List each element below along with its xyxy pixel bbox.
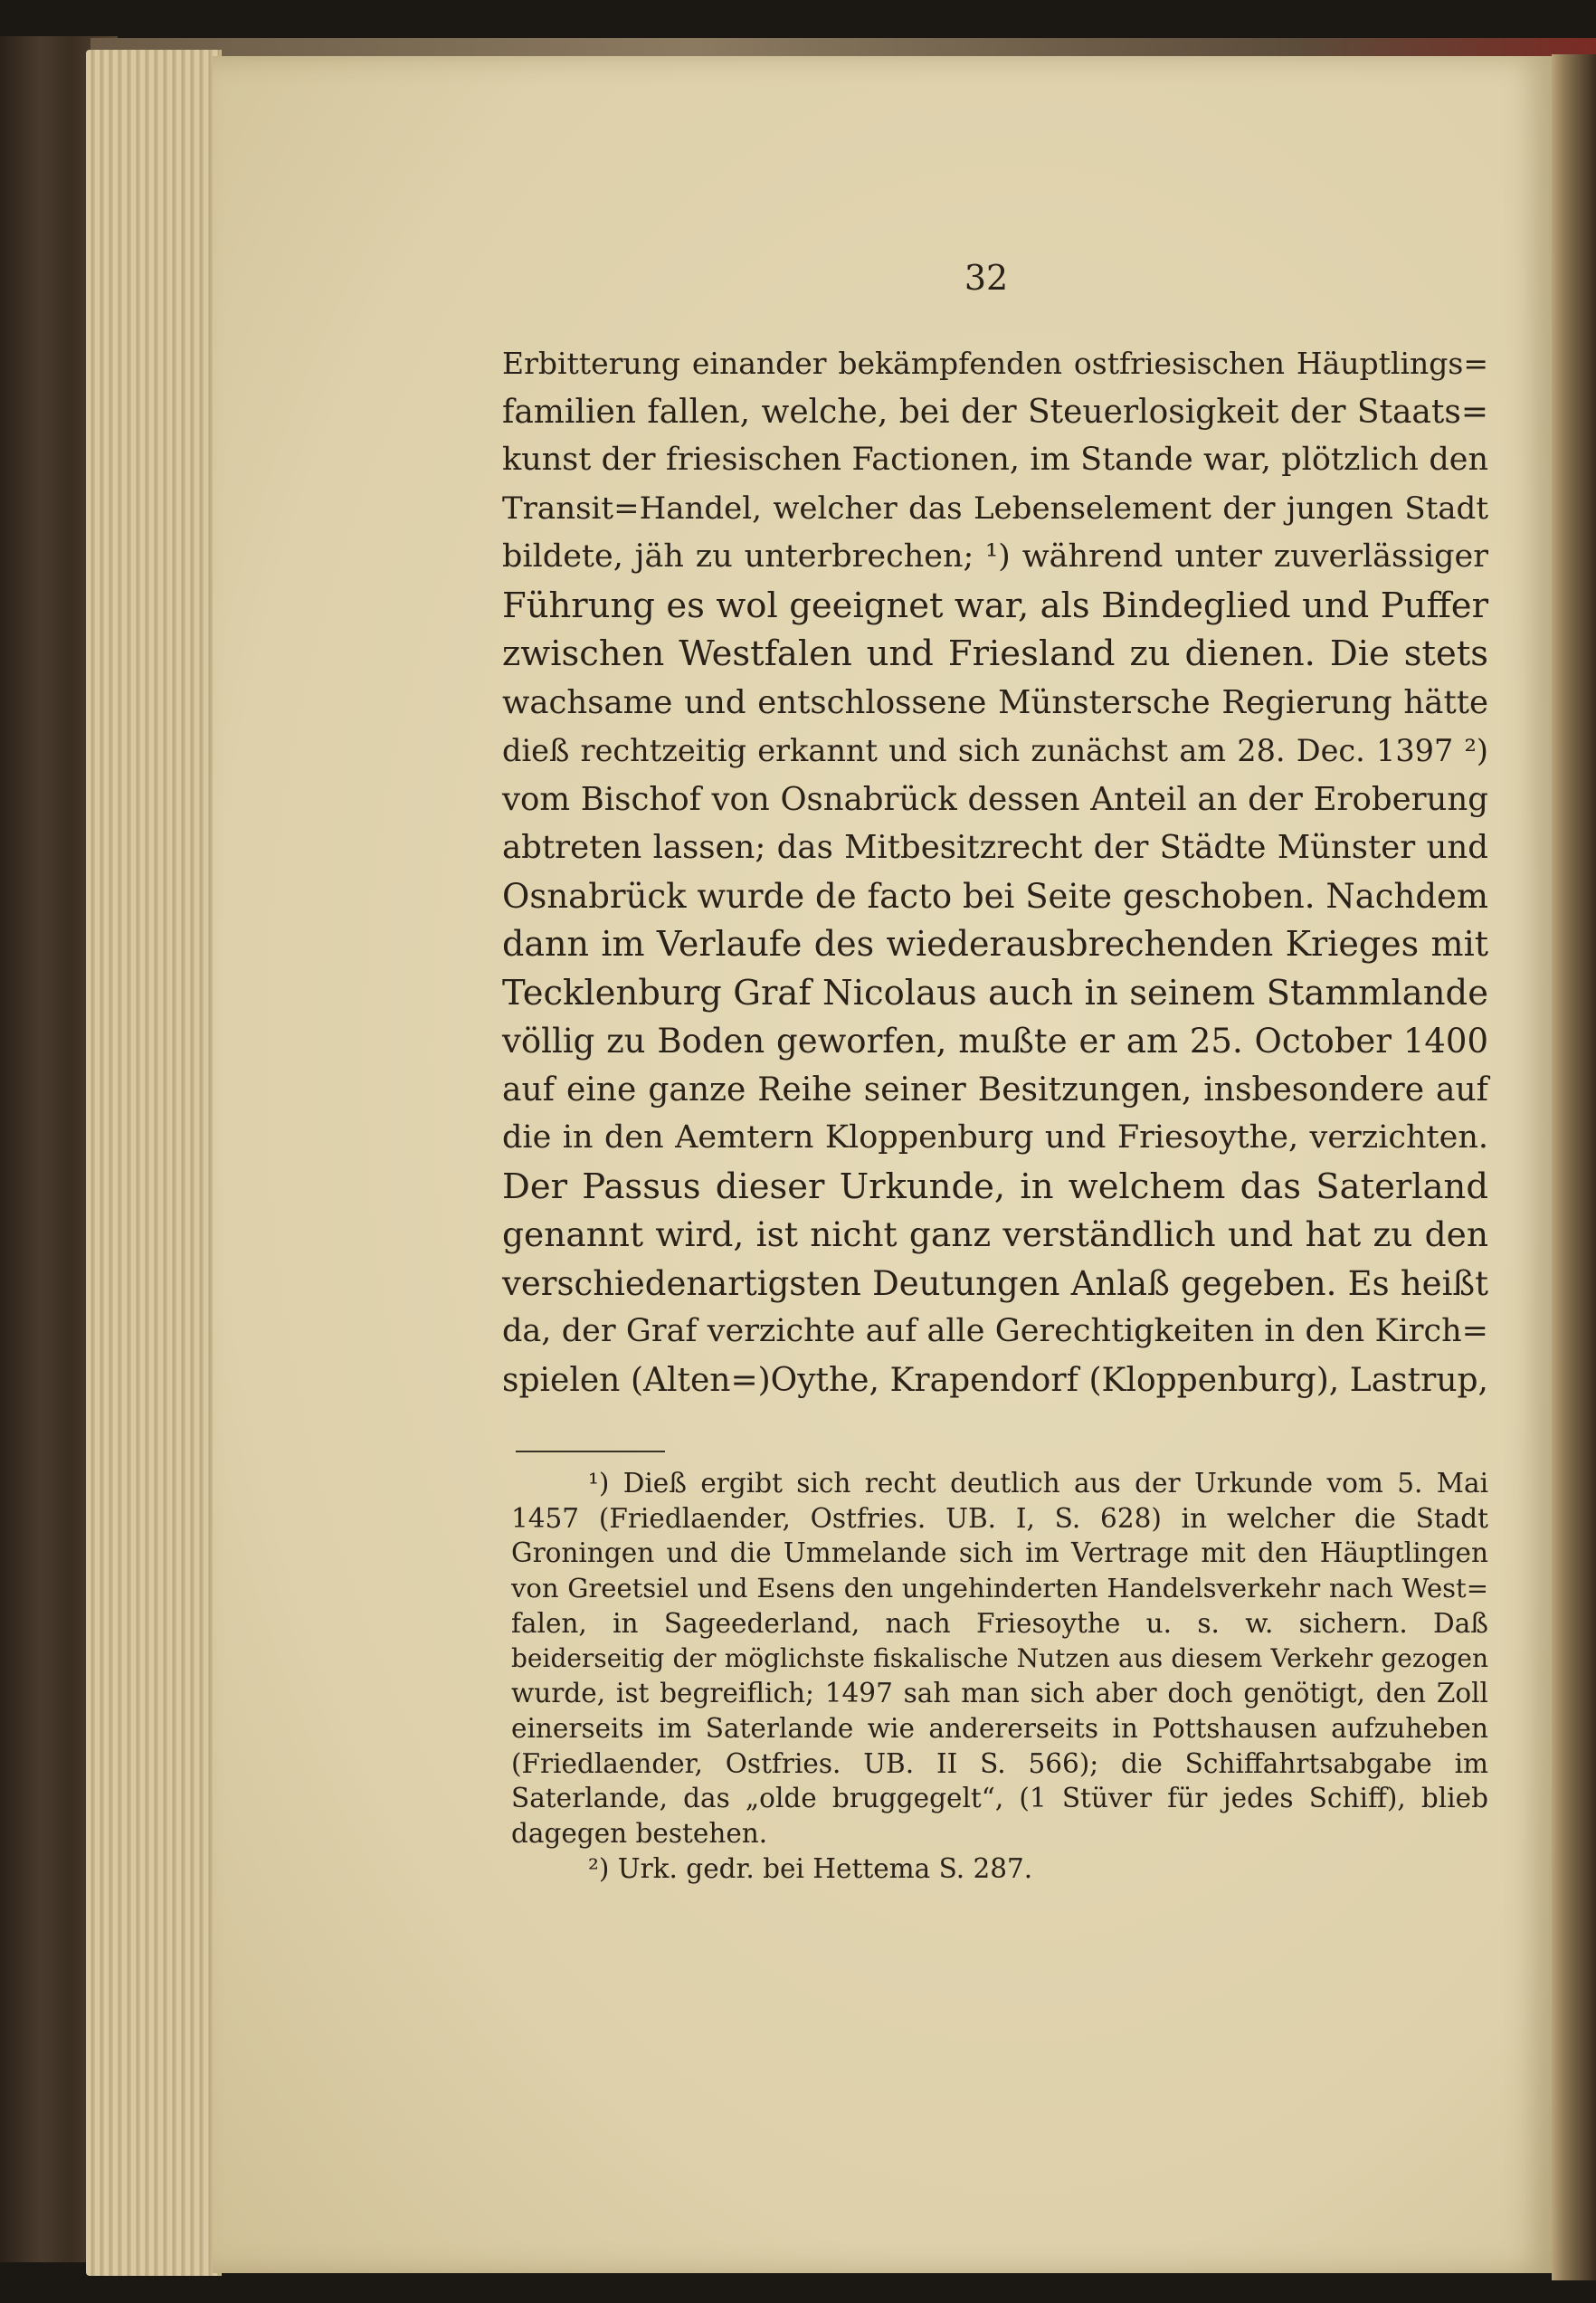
book-right-edge bbox=[1552, 54, 1596, 2280]
text-line: völlig zu Boden geworfen, mußte er am 25. October 1400 bbox=[502, 1022, 1488, 1061]
text-line: kunst der friesischen Factionen, im Stande war, plötzlich den bbox=[502, 442, 1488, 478]
footnote-line: Groningen und die Ummelande sich im Vertrage mit den Häuptlingen bbox=[511, 1537, 1488, 1569]
text-line: Erbitterung einander bekämpfenden ostfriesischen Häuptlings= bbox=[502, 346, 1488, 381]
text-line: die in den Aemtern Kloppenburg und Friesoythe, verzichten. bbox=[502, 1119, 1488, 1156]
footnote-line: beiderseitig der möglichste fiskalische Nutzen aus diesem Verkehr gezogen bbox=[511, 1642, 1488, 1673]
footnote-line: dagegen bestehen. bbox=[511, 1818, 768, 1850]
footnote-2: ²) Urk. gedr. bei Hettema S. 287. bbox=[588, 1852, 1033, 1884]
text-line: Der Passus dieser Urkunde, in welchem das Saterland bbox=[502, 1166, 1488, 1207]
text-line: abtreten lassen; das Mitbesitzrecht der Städte Münster und bbox=[502, 829, 1488, 866]
page-stack-edges bbox=[86, 50, 222, 2276]
footnote-line: einerseits im Saterlande wie andererseits in Pottshausen aufzuheben bbox=[511, 1712, 1488, 1744]
text-line: Transit=Handel, welcher das Lebenselement der jungen Stadt bbox=[502, 490, 1488, 527]
text-line: auf eine ganze Reihe seiner Besitzungen, insbesondere auf bbox=[502, 1071, 1488, 1109]
footnote-line: von Greetsiel und Esens den ungehinderten Handelsverkehr nach West= bbox=[511, 1573, 1488, 1604]
main-text bbox=[502, 339, 1488, 1404]
text-line: Osnabrück wurde de facto bei Seite geschoben. Nachdem bbox=[502, 876, 1488, 916]
text-line: da, der Graf verzichte auf alle Gerechtigkeiten in den Kirch= bbox=[502, 1313, 1488, 1349]
text-line: spielen (Alten=)Oythe, Krapendorf (Kloppenburg), Lastrup, bbox=[502, 1361, 1488, 1399]
footnote-line: 1457 (Friedlaender, Ostfries. UB. I, S. 628) in welcher die Stadt bbox=[511, 1502, 1488, 1534]
footnote-line: wurde, ist begreiflich; 1497 sah man sich aber doch genötigt, den Zoll bbox=[511, 1678, 1488, 1709]
page-number: 32 bbox=[964, 258, 1009, 298]
footnote-divider bbox=[516, 1451, 665, 1452]
text-line: dieß rechtzeitig erkannt und sich zunächst am 28. Dec. 1397 ²) bbox=[502, 733, 1488, 768]
footnote-line: (Friedlaender, Ostfries. UB. II S. 566); die Schiffahrtsabgabe im bbox=[511, 1747, 1488, 1779]
text-line: verschiedenartigsten Deutungen Anlaß gegeben. Es heißt bbox=[502, 1263, 1488, 1303]
footnote-line: falen, in Sageederland, nach Friesoythe u. s. w. sichern. Daß bbox=[511, 1607, 1488, 1639]
footnote-line: ¹) Dieß ergibt sich recht deutlich aus der Urkunde vom 5. Mai bbox=[588, 1468, 1488, 1499]
text-line: familien fallen, welche, bei der Steuerlosigkeit der Staats= bbox=[502, 393, 1488, 431]
text-line: bildete, jäh zu unterbrechen; ¹) während unter zuverlässiger bbox=[502, 538, 1488, 575]
text-line: Tecklenburg Graf Nicolaus auch in seinem Stammlande bbox=[502, 972, 1488, 1014]
text-line: zwischen Westfalen und Friesland zu dienen. Die stets bbox=[502, 633, 1488, 674]
footnote-line: Saterlande, das „olde bruggegelt“, (1 Stüver für jedes Schiff), blieb bbox=[511, 1783, 1488, 1814]
text-line: genannt wird, ist nicht ganz verständlich und hat zu den bbox=[502, 1214, 1488, 1254]
footnotes bbox=[511, 1466, 1488, 1886]
text-line: Führung es wol geeignet war, als Bindeglied und Puffer bbox=[502, 585, 1488, 626]
text-line: wachsame und entschlossene Münstersche Regierung hätte bbox=[502, 683, 1488, 721]
text-line: vom Bischof von Osnabrück dessen Anteil an der Eroberung bbox=[502, 780, 1488, 818]
text-line: dann im Verlaufe des wiederausbrechenden Krieges mit bbox=[502, 924, 1488, 964]
